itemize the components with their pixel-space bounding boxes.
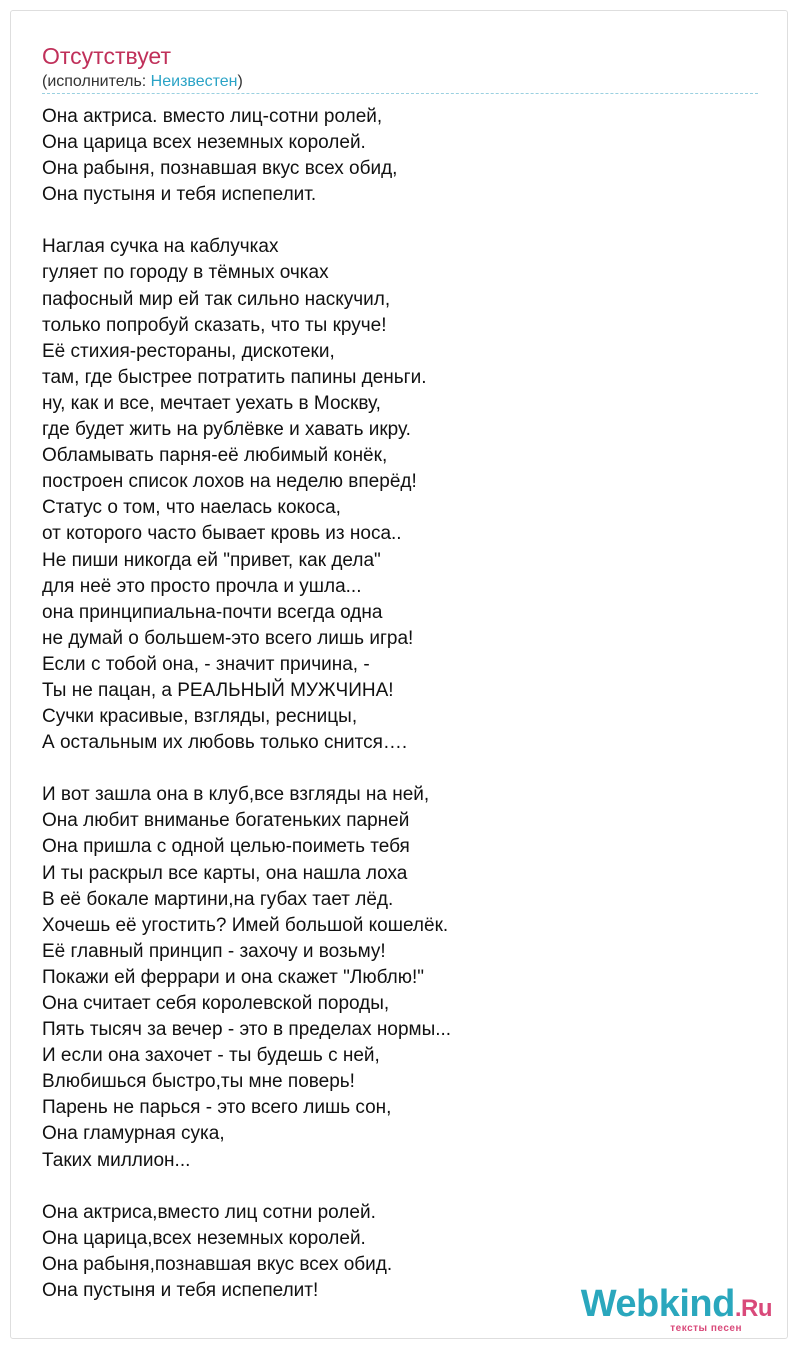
header-divider (42, 93, 758, 94)
lyrics-line: не думай о большем-это всего лишь игра! (42, 627, 414, 649)
lyrics-line: Обламывать парня-её любимый конёк, (42, 445, 388, 467)
lyrics-line: только попробуй сказать, что ты круче! (42, 314, 387, 336)
lyrics-line: Она актриса,вместо лиц сотни ролей. (42, 1201, 376, 1223)
lyrics-line: Она актриса. вместо лиц-сотни ролей, (42, 106, 383, 127)
lyrics-line: Она пустыня и тебя испепелит! (42, 1279, 319, 1301)
lyrics-line: ну, как и все, мечтает уехать в Москву, (42, 392, 381, 414)
lyrics-line: Она рабыня, познавшая вкус всех обид, (42, 158, 398, 180)
lyrics-line: там, где быстрее потратить папины деньги. (42, 366, 427, 388)
lyrics-stanza (42, 234, 762, 756)
lyrics-line: Парень не парься - это всего лишь сон, (42, 1097, 392, 1119)
lyrics-stanza (42, 782, 762, 1173)
lyrics-line: для неё это просто прочла и ушла... (42, 575, 362, 597)
logo-name: Webkind (580, 1283, 735, 1325)
lyrics-line: Если с тобой она, - значит причина, - (42, 653, 370, 675)
lyrics-line: И ты раскрыл все карты, она нашла лоха (42, 862, 408, 884)
lyrics-line: где будет жить на рублёвке и хавать икру. (42, 419, 411, 441)
lyrics-line: Она считает себя королевской породы, (42, 993, 390, 1014)
lyrics-line: Наглая сучка на каблучках (42, 236, 279, 258)
lyrics-line: Она гламурная сука, (42, 1123, 225, 1145)
song-title: Отсутствует (42, 43, 171, 69)
lyrics-line: Влюбишься быстро,ты мне поверь! (42, 1071, 355, 1093)
lyrics-body (42, 104, 762, 1330)
lyrics-line: Ты не пацан, а РЕАЛЬНЫЙ МУЖЧИНА! (42, 679, 394, 701)
artist-line (42, 72, 243, 92)
site-logo[interactable] (581, 1284, 772, 1334)
artist-prefix: (исполнитель: (42, 73, 151, 90)
lyrics-line: Не пиши никогда ей "привет, как дела" (42, 549, 381, 571)
lyrics-line: Она рабыня,познавшая вкус всех обид. (42, 1253, 393, 1275)
lyrics-line: И вот зашла она в клуб,все взгляды на ней, (42, 784, 430, 806)
lyrics-line: она принципиальна-почти всегда одна (42, 601, 383, 623)
logo-tld: .Ru (734, 1295, 772, 1322)
lyrics-line: Сучки красивые, взгляды, ресницы, (42, 706, 358, 728)
logo-tagline: тексты песен (670, 1323, 742, 1334)
lyrics-line: Пять тысяч за вечер - это в пределах нормы... (42, 1019, 452, 1041)
lyrics-line: Её главный принцип - захочу и возьму! (42, 940, 386, 962)
lyrics-line: Она царица всех неземных королей. (42, 132, 366, 154)
lyrics-line: от которого часто бывает кровь из носа.. (42, 523, 402, 545)
lyrics-line: Её стихия-рестораны, дискотеки, (42, 340, 335, 362)
lyrics-line: В её бокале мартини,на губах тает лёд. (42, 888, 394, 910)
lyrics-line: Она пустыня и тебя испепелит. (42, 184, 317, 206)
lyrics-line: Хочешь её угостить? Имей большой кошелёк. (42, 914, 449, 936)
artist-link[interactable]: Неизвестен (150, 73, 238, 90)
artist-suffix: ) (237, 73, 243, 90)
lyrics-line: Статус о том, что наелась кокоса, (42, 497, 341, 519)
lyrics-line: Таких миллион... (42, 1149, 191, 1171)
lyrics-line: Она любит вниманье богатеньких парней (42, 810, 410, 832)
lyrics-line: гуляет по городу в тёмных очках (42, 262, 329, 284)
lyrics-line: И если она захочет - ты будешь с ней, (42, 1045, 380, 1067)
lyrics-line: Она царица,всех неземных королей. (42, 1227, 366, 1249)
lyrics-line: А остальным их любовь только снится…. (42, 732, 408, 754)
lyrics-line: Она пришла с одной целью-поиметь тебя (42, 836, 410, 858)
lyrics-stanza (42, 104, 762, 208)
lyrics-line: Покажи ей феррари и она скажет "Люблю!" (42, 966, 425, 988)
lyrics-line: пафосный мир ей так сильно наскучил, (42, 288, 391, 310)
lyrics-line: построен список лохов на неделю вперёд! (42, 471, 417, 493)
